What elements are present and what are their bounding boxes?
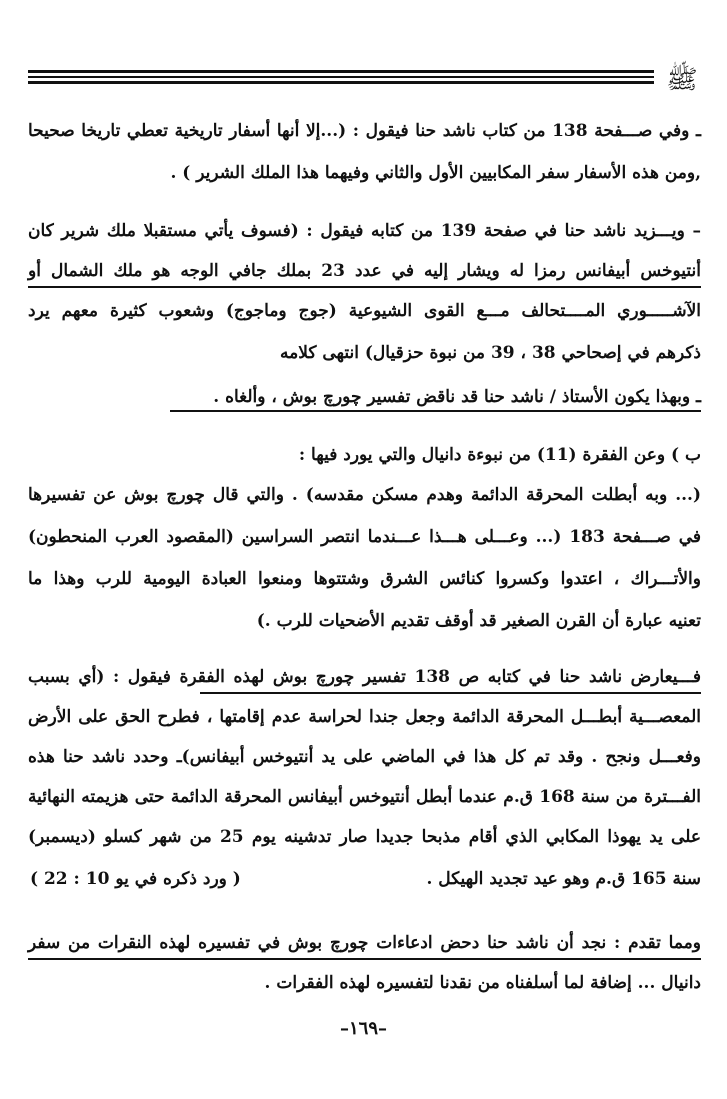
paragraph-4-line-1: فـــيعارض ناشد حنا في كتابه ص 138 تفسير چورچ بوش لهذه الفقرة فيقول : (أي بسبب [28, 667, 701, 687]
paragraph-5-line-1: ومما تقدم : نجد أن ناشد حنا دحض ادعاءات چورچ بوش في تفسيره لهذه النقرات من سفر [28, 933, 701, 953]
paragraph-2-line-5: ـ وبهذا يكون الأستاذ / ناشد حنا قد ناقض تفسير چورچ بوش ، وألغاه . [213, 387, 701, 407]
verse-reference: ( ورد ذكره في يو 10 : 22 ) [30, 869, 241, 889]
paragraph-5-line-2: دانيال ... إضافة لما أسلفناه من نقدنا لتفسيره لهذه الفقرات . [264, 973, 701, 993]
paragraph-4-line-4: الفـــترة من سنة 168 ق.م عندما أبطل أنتيوخس أبيفانس المحرقة الدائمة حتى هزيمته النهائية [28, 787, 701, 807]
header-rule [28, 76, 654, 78]
paragraph-3-line-5: تعنيه عبارة أن القرن الصغير قد أوقف تقديم الأضحيات للرب .) [256, 611, 701, 631]
paragraph-3-line-2: (... وبه أبطلت المحرقة الدائمة وهدم مسكن مقدسه) . والتي قال چورچ بوش عن تفسيرها [28, 485, 701, 505]
paragraph-4-line-5: على يد يهوذا المكابي الذي أقام مذبحا جديدا صار تدشينه يوم 25 من شهر كسلو (ديسمبر) [28, 827, 702, 847]
header-calligraphy-ornament: ﷺ [666, 65, 698, 95]
underline-rule [28, 958, 701, 960]
paragraph-2-line-3: الآشـــــوري المــــتحالف مـــع القوى الشيوعية (جوج وماجوج) وشعوب كثيرة معهم يرد [28, 301, 701, 321]
paragraph-4-line-3: وفعـــل ونجح . وقد تم كل هذا في الماضي على يد أنتيوخس أبيفانس)ـ وحدد ناشد حنا هذه [28, 747, 701, 767]
page-number: –١٦٩– [339, 1018, 387, 1039]
paragraph-3-line-1: ب ) وعن الفقرة (11) من نبوءة دانيال والتي يورد فيها : [298, 445, 701, 465]
underline-rule [170, 410, 701, 412]
paragraph-2-line-1: – ويـــزيد ناشد حنا في صفحة 139 من كتابه فيقول : (فسوف يأتي مستقبلا ملك شرير كان [28, 221, 701, 241]
paragraph-2-line-4: ذكرهم في إصحاحي 38 ، 39 من نبوة حزقيال) انتهى كلامه [279, 343, 701, 363]
paragraph-4-line-6: سنة 165 ق.م وهو عيد تجديد الهيكل . [426, 869, 701, 889]
underline-rule [28, 286, 701, 288]
paragraph-1-line-1: ـ وفي صـــفحة 138 من كتاب ناشد حنا فيقول : (...إلا أنها أسفار تاريخية تعطي تاريخا صحيحا [28, 121, 701, 141]
underline-rule [200, 692, 701, 694]
paragraph-3-line-3: في صـــفحة 183 (... وعـــلى هـــذا عـــندما انتصر السراسين (المقصود العرب المنحطون) [28, 527, 701, 547]
header-rule [28, 70, 654, 73]
paragraph-3-line-4: والأتـــراك ، اعتدوا وكسروا كنائس الشرق وشتتوها ومنعوا العبادة اليومية للرب وهذا ما [28, 569, 701, 589]
header-rule [28, 81, 654, 84]
paragraph-2-line-2: أنتيوخس أبيفانس رمزا له ويشار إليه في عدد 23 بملك جافي الوجه هو ملك الشمال أو [28, 261, 701, 281]
paragraph-1-line-2: ,ومن هذه الأسفار سفر المكابيين الأول والثاني وفيهما هذا الملك الشرير ) . [170, 163, 701, 183]
paragraph-4-line-2: المعصـــية أبطـــل المحرقة الدائمة وجعل جندا لحراسة عدم إقامتها ، فطرح الحق على الأرض [28, 707, 702, 727]
